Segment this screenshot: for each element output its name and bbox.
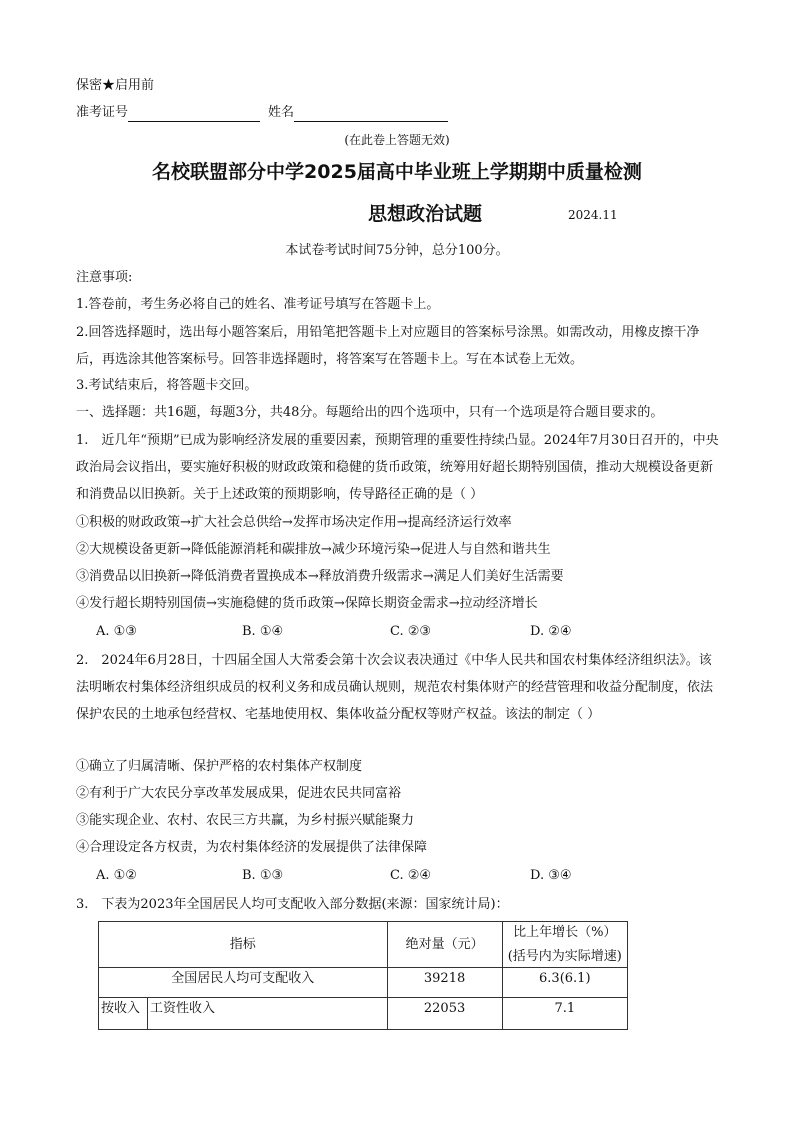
section-one-heading: 一、选择题：共16题，每题3分，共48分。每题给出的四个选项中，只有一个选项是符合题目要求的。 bbox=[76, 405, 664, 420]
notice-item-1: 1.答卷前，考生务必将自己的姓名、准考证号填写在答题卡上。 bbox=[76, 297, 440, 312]
notice-heading: 注意事项: bbox=[76, 270, 133, 285]
table-header-row bbox=[99, 922, 628, 968]
row2-label: 工资性收入 bbox=[148, 998, 388, 1030]
question-1-stem: 1. 近几年“预期”已成为影响经济发展的重要因素，预期管理的重要性持续凸显。2024年7月30日召开的，中央政治局会议指出，要实施好积极的财政政策和稳健的货币政策，统筹用好超长期特别国债，推动大规模设备更新和消费品以旧换新。关于上述政策的预期影响，传导路径正确的是（ ） bbox=[76, 433, 719, 502]
header-growth-line-2: (括号内为实际增速) bbox=[507, 948, 622, 964]
notice-item-2: 2.回答选择题时，选出每小题答案后，用铅笔把答题卡上对应题目的答案标号涂黑。如需改动，用橡皮擦干净后，再选涂其他答案标号。回答非选择题时，将答案写在答题卡上。写在本试卷上无效。 bbox=[76, 325, 700, 367]
row1-value: 39218 bbox=[387, 968, 502, 998]
q1-option-a[interactable]: A. ①③ bbox=[96, 624, 137, 639]
q1-statement-2: ②大规模设备更新→降低能源消耗和碳排放→减少环境污染→促进人与自然和谐共生 bbox=[76, 542, 551, 557]
q1-option-d[interactable]: D. ②④ bbox=[530, 624, 572, 639]
exam-date: 2024.11 bbox=[568, 208, 618, 222]
name-blank bbox=[294, 107, 448, 122]
notice-item-3: 3.考试结束后，将答题卡交回。 bbox=[76, 378, 258, 393]
question-3-stem: 3. 下表为2023年全国居民人均可支配收入部分数据(来源：国家统计局)： bbox=[76, 897, 509, 912]
q2-option-a[interactable]: A. ①② bbox=[96, 868, 137, 883]
row2-group: 按收入 bbox=[99, 998, 148, 1030]
answer-invalid-note: (在此卷上答题无效) bbox=[344, 133, 450, 147]
name-label: 姓名 bbox=[268, 105, 295, 120]
row2-value: 22053 bbox=[387, 998, 502, 1030]
income-data-table bbox=[98, 921, 628, 1030]
exam-number-label: 准考证号 bbox=[76, 105, 129, 120]
header-absolute: 绝对量（元） bbox=[387, 922, 502, 968]
exam-number-blank bbox=[128, 107, 260, 122]
q2-option-b[interactable]: B. ①③ bbox=[242, 868, 284, 883]
q2-statement-1: ①确立了归属清晰、保护严格的农村集体产权制度 bbox=[76, 759, 363, 774]
table-row bbox=[99, 998, 628, 1030]
q1-option-b[interactable]: B. ①④ bbox=[242, 624, 284, 639]
q2-option-c[interactable]: C. ②④ bbox=[390, 868, 432, 883]
q1-option-c[interactable]: C. ②③ bbox=[390, 624, 432, 639]
header-growth-line-1: 比上年增长（%） bbox=[513, 924, 617, 940]
row1-label: 全国居民人均可支配收入 bbox=[99, 968, 388, 998]
row1-growth: 6.3(6.1) bbox=[502, 968, 627, 998]
table-row bbox=[99, 968, 628, 998]
question-2-stem: 2. 2024年6月28日，十四届全国人大常委会第十次会议表决通过《中华人民共和国农村集体经济组织法》。该法明晰农村集体经济组织成员的权利义务和成员确认规则，规范农村集体财产的经营管理和收益分配制度，依法保护农民的土地承包经营权、宅基地使用权、集体收益分配权等财产权益。该法的制定（ ） bbox=[76, 653, 714, 722]
header-indicator: 指标 bbox=[99, 922, 388, 968]
confidential-mark: 保密★启用前 bbox=[76, 78, 155, 93]
candidate-info-line bbox=[76, 104, 448, 122]
row2-growth: 7.1 bbox=[502, 998, 627, 1030]
q1-statement-3: ③消费品以旧换新→降低消费者置换成本→释放消费升级需求→满足人们美好生活需要 bbox=[76, 569, 564, 584]
q1-statement-4: ④发行超长期特别国债→实施稳健的货币政策→保障长期资金需求→拉动经济增长 bbox=[76, 596, 538, 611]
q2-statement-2: ②有利于广大农民分享改革发展成果，促进农民共同富裕 bbox=[76, 786, 402, 801]
q1-statement-1: ①积极的财政政策→扩大社会总供给→发挥市场决定作用→提高经济运行效率 bbox=[76, 515, 512, 530]
exam-title: 名校联盟部分中学2025届高中毕业班上学期期中质量检测 bbox=[152, 161, 642, 183]
header-growth bbox=[502, 922, 627, 968]
exam-subtitle: 思想政治试题 bbox=[368, 203, 483, 225]
q2-statement-3: ③能实现企业、农村、农民三方共赢，为乡村振兴赋能聚力 bbox=[76, 813, 415, 828]
exam-info: 本试卷考试时间75分钟，总分100分。 bbox=[285, 243, 509, 258]
q2-option-d[interactable]: D. ③④ bbox=[530, 868, 572, 883]
q2-statement-4: ④合理设定各方权责，为农村集体经济的发展提供了法律保障 bbox=[76, 840, 428, 855]
